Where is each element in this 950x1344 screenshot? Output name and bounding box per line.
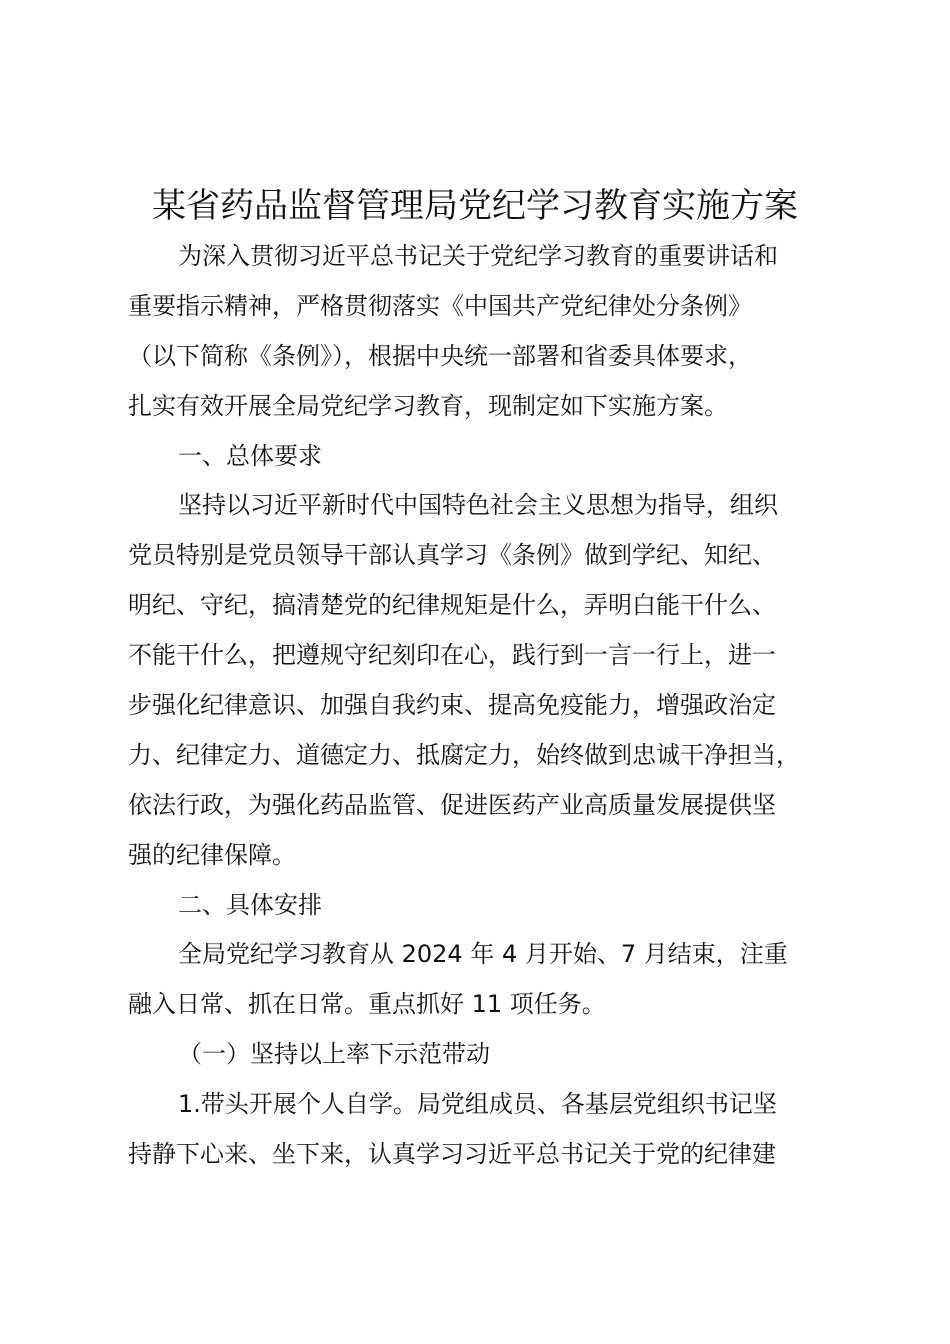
document-title: 某省药品监督管理局党纪学习教育实施方案 (152, 186, 798, 226)
paragraph-line: 步强化纪律意识、加强自我约束、提高免疫能力，增强政治定 (128, 691, 776, 719)
paragraph-line: 为深入贯彻习近平总书记关于党纪学习教育的重要讲话和 (178, 242, 778, 270)
paragraph-line: 融入日常、抓在日常。重点抓好 11 项任务。 (128, 990, 606, 1018)
section-heading: 二、具体安排 (178, 891, 322, 919)
paragraph-line: 1.带头开展个人自学。局党组成员、各基层党组织书记坚 (178, 1090, 777, 1118)
paragraph-line: 扎实有效开展全局党纪学习教育，现制定如下实施方案。 (128, 392, 728, 420)
paragraph-line: 力、纪律定力、道德定力、抵腐定力，始终做到忠诚干净担当， (128, 741, 800, 769)
paragraph-line: 党员特别是党员领导干部认真学习《条例》做到学纪、知纪、 (128, 541, 776, 569)
subsection-heading: （一）坚持以上率下示范带动 (178, 1040, 490, 1068)
paragraph-line: 不能干什么，把遵规守纪刻印在心，践行到一言一行上，进一 (128, 641, 776, 669)
paragraph-line: （以下简称《条例》），根据中央统一部署和省委具体要求， (128, 342, 752, 370)
paragraph-line: 全局党纪学习教育从 2024 年 4 月开始、7 月结束，注重 (178, 940, 788, 968)
paragraph-line: 重要指示精神，严格贯彻落实《中国共产党纪律处分条例》 (128, 292, 752, 320)
section-heading: 一、总体要求 (178, 442, 322, 470)
paragraph-line: 持静下心来、坐下来，认真学习习近平总书记关于党的纪律建 (128, 1140, 776, 1168)
paragraph-line: 坚持以习近平新时代中国特色社会主义思想为指导，组织 (178, 491, 778, 519)
paragraph-line: 明纪、守纪，搞清楚党的纪律规矩是什么，弄明白能干什么、 (128, 591, 776, 619)
paragraph-line: 强的纪律保障。 (128, 841, 296, 869)
paragraph-line: 依法行政，为强化药品监管、促进医药产业高质量发展提供坚 (128, 791, 776, 819)
